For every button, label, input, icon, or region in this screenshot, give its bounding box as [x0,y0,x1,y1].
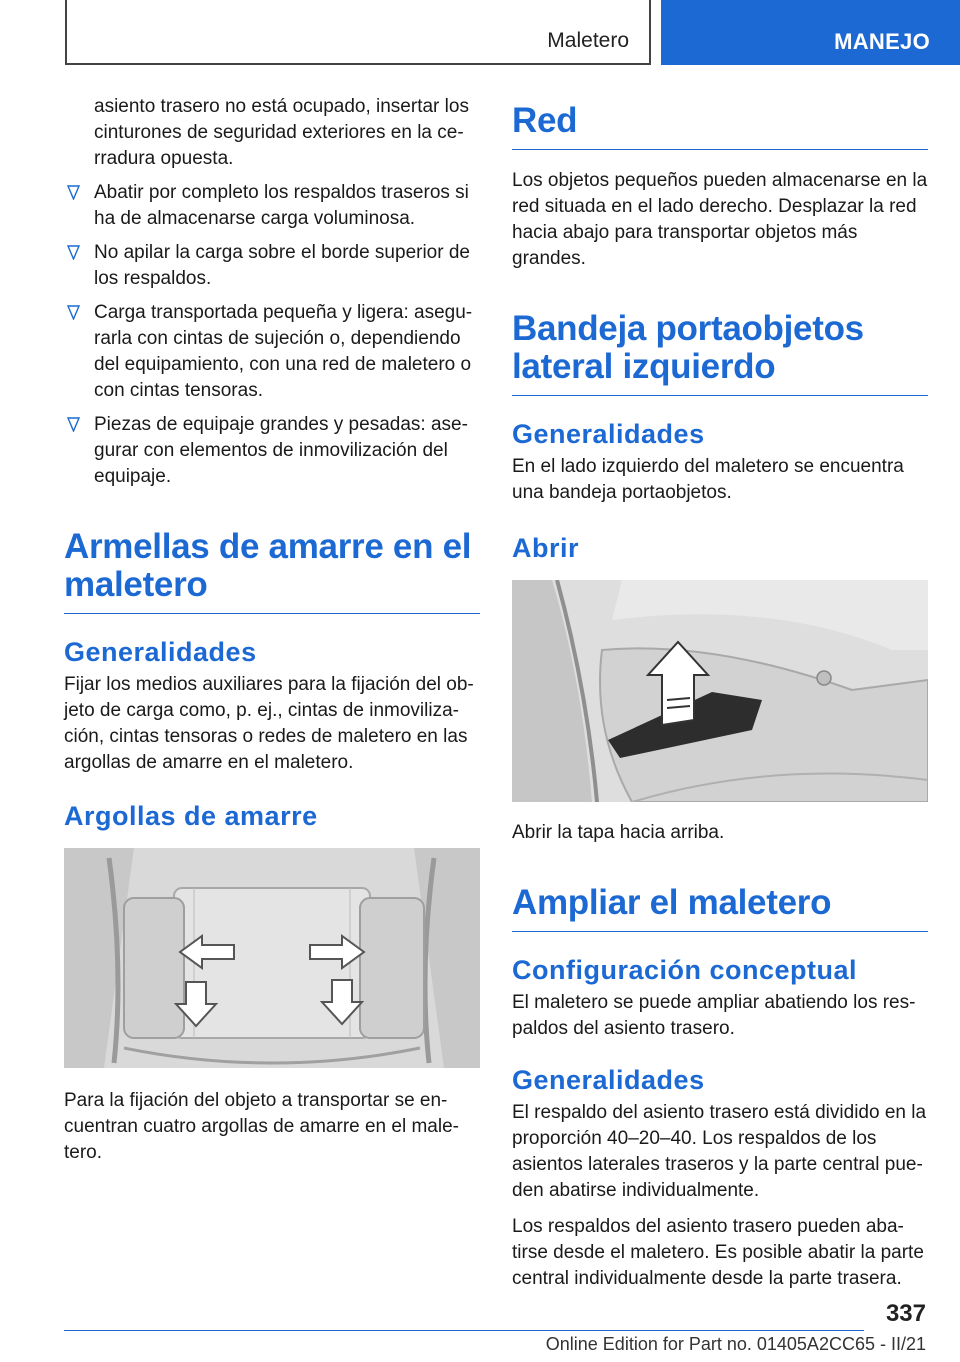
caption-argollas: Para la fijación del objeto a transportar se en- cuentran cuatro argollas de amarre en el male- tero. [64,1090,459,1163]
paragraph-red: Los objetos pequeños pueden almacenarse en la red situada en el lado derecho. Desplazar la red hacia abajo para transportar objetos más grandes. [512,170,928,269]
bullet-item [64,240,480,292]
footer-divider [64,1330,864,1331]
page-number: 337 [885,1300,926,1327]
heading-armellas: Armellas de amarre en el maletero [64,528,480,614]
intro-paragraph: asiento trasero no está ocupado, insertar los cinturones de seguridad exteriores en la ce- rradura opuesta. [94,96,469,169]
bullet-text: Carga transportada pequeña y ligera: asegu- rarla con cintas de sujeción o, dependiendo del equipamiento, con una red de maletero o con cintas tensoras. [94,302,473,401]
paragraph-respaldo-1: El respaldo del asiento trasero está dividido en la proporción 40–20–40. Los respaldos de los asientos laterales traseros y la parte central pue- den abatirse individualmente. [512,1102,927,1201]
paragraph-configuracion: El maletero se puede ampliar abatiendo los res- paldos del asiento trasero. [512,992,916,1039]
paragraph-generalidades: Fijar los medios auxiliares para la fijación del ob- jeto de carga como, p. ej., cintas de inmoviliza- ción, cintas tensoras o redes de maletero en las argollas de amarre en el maletero. [64,674,474,773]
bullet-triangle-icon [67,305,80,320]
heading-abrir: Abrir [512,533,580,563]
bullet-item [64,180,480,232]
heading-generalidades-bandeja: Generalidades [512,419,705,449]
trunk-tie-down-image [64,848,480,1068]
bullet-triangle-icon [67,417,80,432]
bullet-text: Abatir por completo los respaldos traseros si ha de almacenarse carga voluminosa. [94,182,469,229]
header-chapter-title: MANEJO [834,29,930,54]
heading-generalidades-ampliar: Generalidades [512,1065,705,1095]
edition-label: Online Edition for Part no. 01405A2CC65 - II/21 [545,1334,926,1354]
heading-generalidades: Generalidades [64,637,257,667]
header-chapter-tab [661,0,960,65]
bullet-list [64,180,480,490]
heading-ampliar: Ampliar el maletero [512,884,928,932]
side-tray-image [512,580,928,802]
bullet-triangle-icon [67,185,80,200]
bullet-text: No apilar la carga sobre el borde superior de los respaldos. [94,242,470,289]
left-column [64,94,480,1166]
heading-red: Red [512,102,928,150]
heading-bandeja: Bandeja portaobjetos lateral izquierdo [512,310,928,396]
bullet-item [64,300,480,404]
paragraph-bandeja: En el lado izquierdo del maletero se encuentra una bandeja portaobjetos. [512,456,904,503]
right-column [512,102,928,1292]
header-section-title: Maletero [547,29,629,52]
paragraph-abrir: Abrir la tapa hacia arriba. [512,822,725,843]
heading-configuracion: Configuración conceptual [512,955,858,985]
header-section-box [65,0,651,65]
bullet-item [64,412,480,490]
bullet-triangle-icon [67,245,80,260]
paragraph-respaldo-2: Los respaldos del asiento trasero pueden aba- tirse desde el maletero. Es posible abatir la parte central individualmente desde la parte trasera. [512,1216,924,1289]
heading-argollas: Argollas de amarre [64,801,318,831]
bullet-text: Piezas de equipaje grandes y pesadas: ase- gurar con elementos de inmovilización del equipaje. [94,414,468,487]
